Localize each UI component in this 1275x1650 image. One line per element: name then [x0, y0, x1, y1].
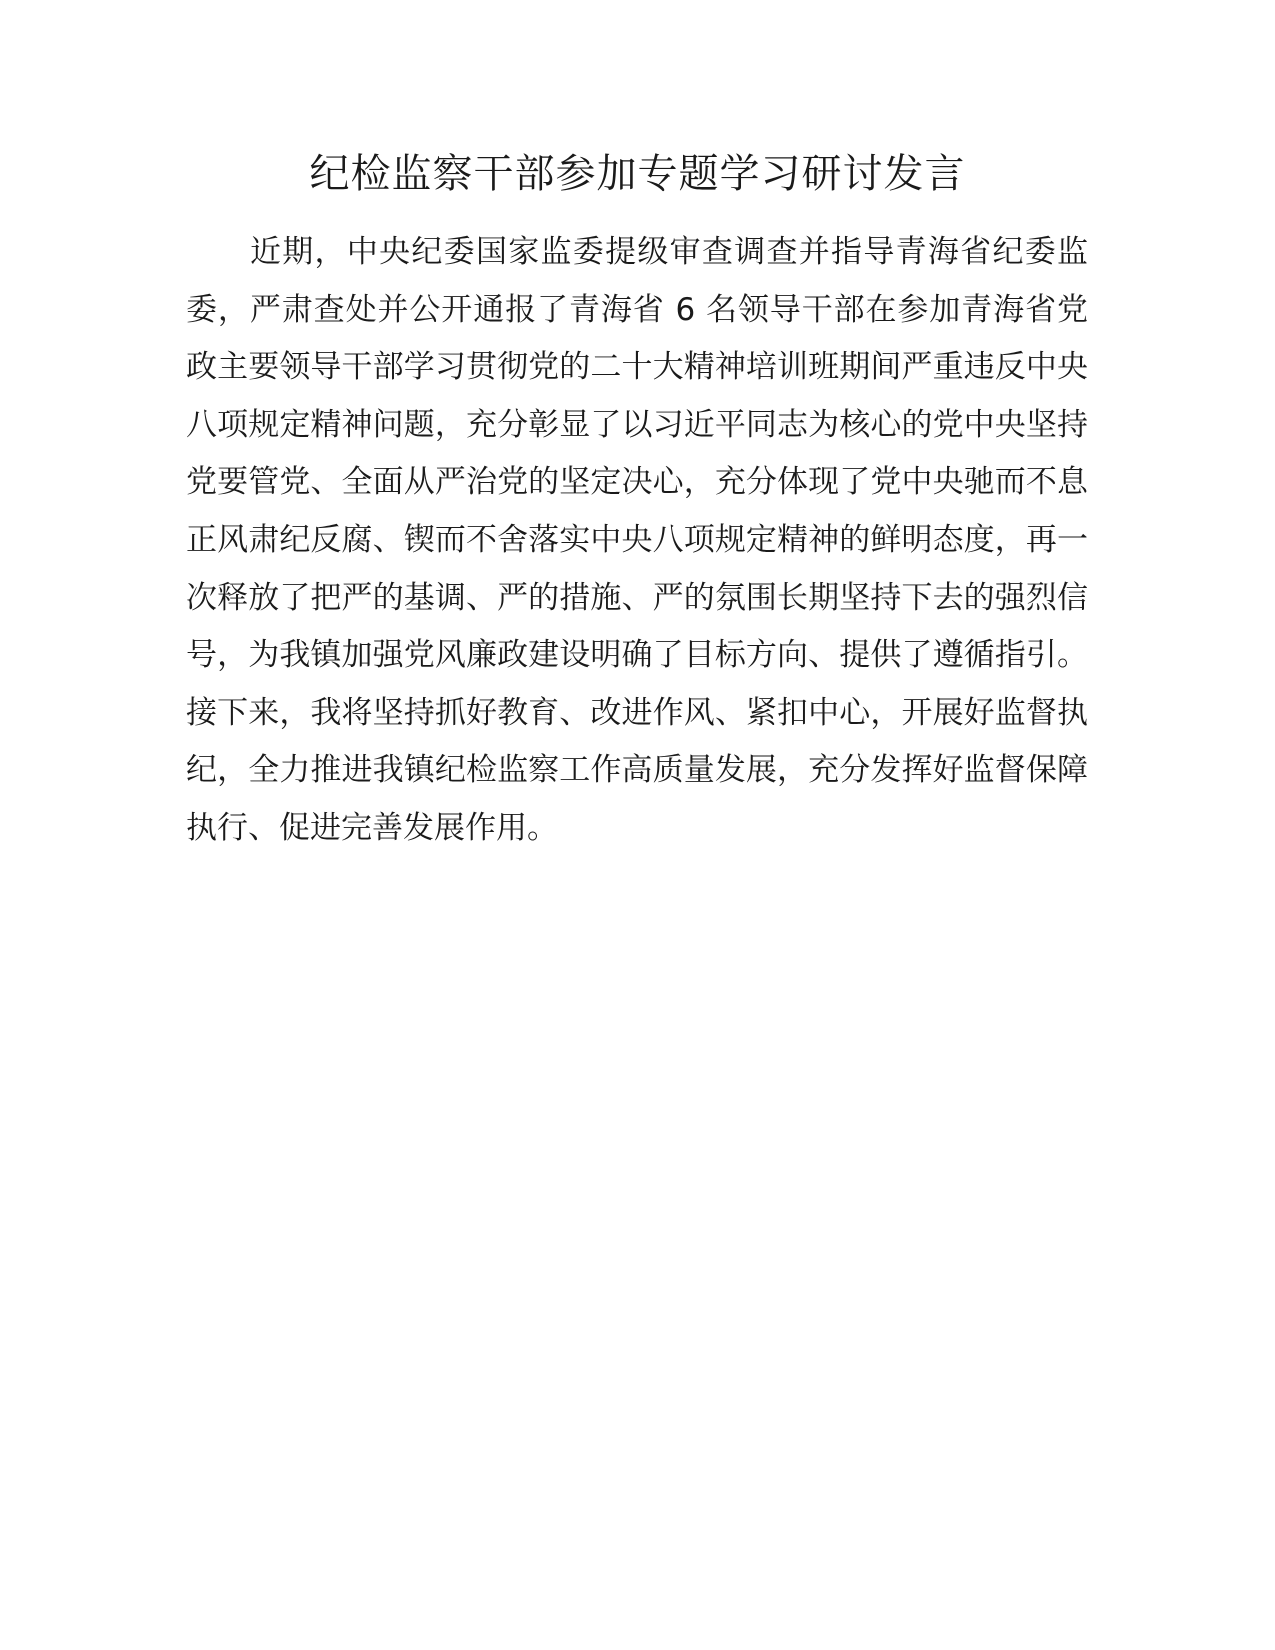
body-paragraph: 近期，中央纪委国家监委提级审查调查并指导青海省纪委监委，严肃查处并公开通报了青海省 6 名领导干部在参加青海省党政主要领导干部学习贯彻党的二十大精神培训班期间严重违反中央八项规定精神问题，充分彰显了以习近平同志为核心的党中央坚持党要管党、全面从严治党的坚定决心，充分体现了党中央驰而不息正风肃纪反腐、锲而不舍落实中央八项规定精神的鲜明态度，再一次释放了把严的基调、严的措施、严的氛围长期坚持下去的强烈信号，为我镇加强党风廉政建设明确了目标方向、提供了遵循指引。接下来，我将坚持抓好教育、改进作风、紧扣中心，开展好监督执纪，全力推进我镇纪检监察工作高质量发展，充分发挥好监督保障执行、促进完善发展作用。	[186, 234, 1088, 846]
document-title: 纪检监察干部参加专题学习研讨发言	[309, 151, 966, 197]
